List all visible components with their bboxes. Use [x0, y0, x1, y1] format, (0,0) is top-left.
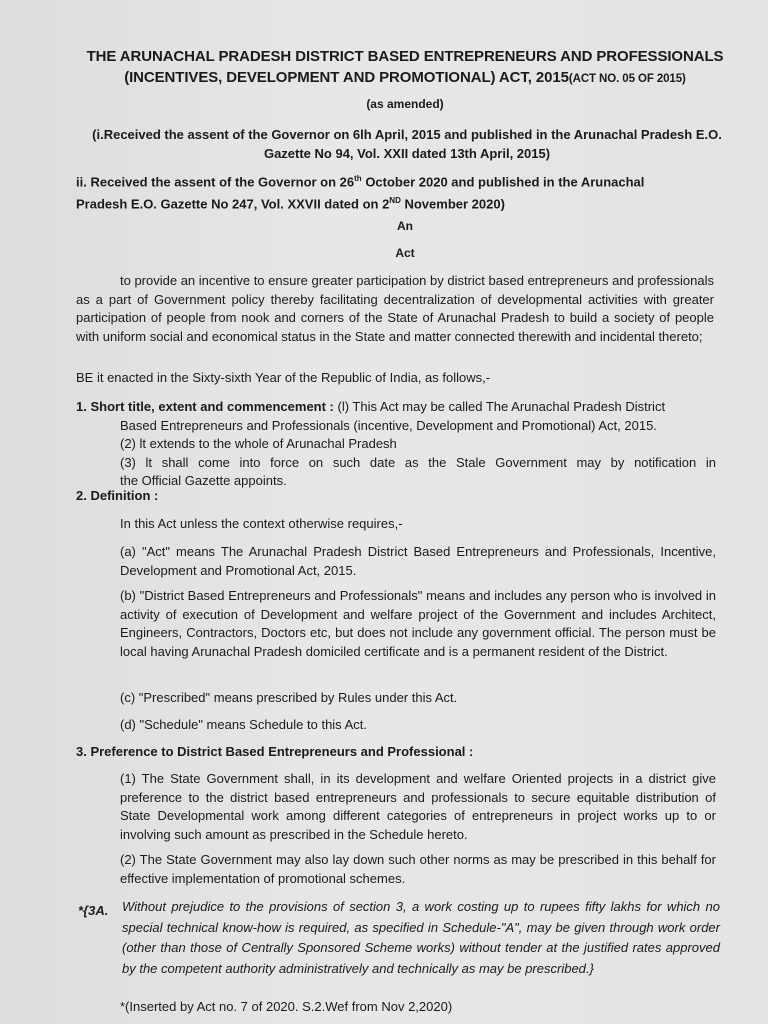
section-3-heading: 3. Preference to District Based Entrepreneurs and Professional : [76, 744, 474, 759]
title-line-2 [60, 67, 750, 90]
section-2-intro: In this Act unless the context otherwise requires,- [120, 516, 403, 531]
section-3a-label: *{3A. [78, 903, 109, 918]
preamble: to provide an incentive to ensure greater participation by district based entrepreneurs and professionals as a part of Government policy thereby facilitating decentralization of developmental activities with greater participation of people from nook and corners of the State of Arunachal Pradesh to build a society of people with uniform social and economical status in the State and matter connected therewith and incidental thereto; [76, 273, 715, 344]
enacting-clause: BE it enacted in the Sixty-sixth Year of the Republic of India, as follows,- [76, 370, 491, 385]
title-line-2-main: (INCENTIVES, DEVELOPMENT AND PROMOTIONAL) ACT, 2015 [124, 69, 569, 86]
act-number: (ACT NO. 05 OF 2015) [568, 73, 686, 85]
assent-ii-sup-2: ND [389, 196, 401, 206]
section-1 [76, 398, 716, 491]
section-3a-text: Without prejudice to the provisions of section 3, a work costing up to rupees fifty lakhs for which no special technical know-how is required, as specified in Schedule-"A", may be given through work order (other than those of Centrally Sponsored Scheme works) without tender at the justified rates approved by the competent authority administratively and technically as may be prescribed.} [122, 899, 720, 976]
title-line-1: THE ARUNACHAL PRADESH DISTRICT BASED ENTREPRENEURS AND PROFESSIONALS [86, 48, 724, 65]
act-heading: Act [395, 246, 415, 260]
assent-ii-sup-1: th [354, 174, 362, 183]
section-1-clause-1b: Based Entrepreneurs and Professionals (incentive, Development and Promotional) Act, 2015. [120, 417, 657, 433]
assent-note-ii [76, 169, 686, 214]
definition-a: (a) "Act" means The Arunachal Pradesh District Based Entrepreneurs and Professionals, Incentive, Development and Promotional Act, 2015. [120, 544, 716, 578]
as-amended: (as amended) [366, 97, 444, 111]
section-2-heading: 2. Definition : [76, 488, 159, 503]
assent-ii-part-b: October 2020 and published in the Arunachal Pradesh E.O. Gazette No 247, Vol. XXVII dated on 2 [76, 174, 645, 212]
document-title [60, 46, 750, 90]
assent-ii-part-c: November 2020) [400, 196, 505, 212]
section-1-clause-3b: the Official Gazette appoints. [120, 473, 287, 488]
section-3-clause-1: (1) The State Government shall, in its development and welfare Oriented projects in a district give preference to the district based entrepreneurs and professionals to secure equitable distribution of State Developmental work among different categories of entrepreneurs in project works up to or involving such amount as prescribed in the Schedule hereto. [120, 771, 716, 842]
definition-b: (b) "District Based Entrepreneurs and Professionals" means and includes any person who is involved in activity of execution of Development and welfare project of the Government and includes Architect, Engineers, Contractors, Doctors etc, but does not include any government official. The person must be local having Arunachal Pradesh domiciled certificate and is a permanent resident of the District. [120, 588, 716, 659]
an-heading: An [397, 219, 413, 233]
section-1-first-line [76, 398, 716, 417]
section-1-clause-1a: (l) This Act may be called The Arunachal Pradesh District [333, 399, 666, 414]
footnote: *(Inserted by Act no. 7 of 2020. S.2.Wef from Nov 2,2020) [120, 999, 453, 1014]
assent-note-i: (i.Received the assent of the Governor on 6lh April, 2015 and published in the Arunachal Pradesh E.O. Gazette No 94, Vol. XXII dated 13th April, 2015) [92, 127, 722, 161]
section-1-heading: 1. Short title, extent and commencement : [76, 399, 334, 414]
section-1-clause-3a: (3) lt shall come into force on such date as the Stale Government may by notification in [120, 454, 716, 470]
section-1-clause-2: (2) lt extends to the whole of Arunachal Pradesh [120, 436, 397, 451]
definition-d: (d) "Schedule" means Schedule to this Act. [120, 717, 367, 732]
definition-c: (c) "Prescribed" means prescribed by Rules under this Act. [120, 690, 458, 705]
assent-ii-part-a: ii. Received the assent of the Governor on 26 [76, 174, 355, 190]
section-3-clause-2: (2) The State Government may also lay down such other norms as may be prescribed in this behalf for effective implementation of promotional schemes. [120, 852, 716, 886]
